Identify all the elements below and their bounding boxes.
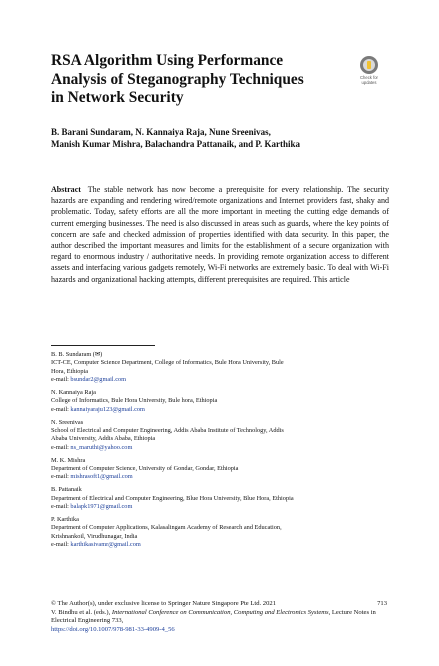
author-line: Manish Kumar Mishra, Balachandra Pattanaik, and P. Karthika: [51, 139, 301, 150]
check-for-updates-icon: [360, 56, 378, 74]
abstract-text: The stable network has now become a prerequisite for every relationship. The security hazards are expanding and rendering wired/remote organizations and Internet providers fast, shaky and problematic. Today, safety efforts are all the more important in meeting the cutting edge demands of current emerging businesses. The need is also discussed in areas such as guards, where the key points of concern are safe and checked admission of properties identified with data security. In this paper, the author described the important measures and limits for the establishment of a secure organization with regard to enormous industry / authoritative needs. In providing remote organization access to different assets and interfacing various gadgets remotely, Wi-Fi networks are extremely basic. To deal with Wi-Fi hazards and organizational hacking attempts, different prerequisites are required. This article: [51, 185, 389, 284]
affiliation-line: School of Electrical and Computer Engineering, Addis Ababa Institute of Technology, Addis: [51, 426, 284, 434]
affiliation-line: Ababa University, Addis Ababa, Ethiopia: [51, 435, 156, 443]
affiliations: [51, 351, 389, 554]
check-for-updates-badge[interactable]: [354, 56, 384, 90]
email-link[interactable]: bsundar2@gmail.com: [70, 375, 127, 383]
title-line: in Network Security: [51, 89, 184, 106]
affiliation-line: Krishnankoil, Virudhunagar, India: [51, 532, 138, 540]
abstract: [51, 184, 389, 285]
affiliation-block: [51, 351, 389, 384]
affiliation-block: [51, 389, 389, 414]
email-label: e-mail:: [51, 375, 71, 383]
abstract-label: Abstract: [51, 185, 81, 194]
footnote-divider: [51, 345, 155, 346]
email-link[interactable]: ns_maruthi@yahoo.com: [70, 443, 133, 451]
affiliation-block: [51, 486, 389, 511]
author-line: B. Barani Sundaram, N. Kannaiya Raja, Nune Sreenivas,: [51, 127, 271, 137]
affiliation-name: N. Sreenivas: [51, 418, 84, 426]
affiliation-line: ICT-CE, Computer Science Department, College of Informatics, Bule Hora University, Bule: [51, 359, 284, 367]
email-label: e-mail:: [51, 443, 71, 451]
affiliation-line: College of Informatics, Bule Hora University, Bule hora, Ethiopia: [51, 397, 218, 405]
email-link[interactable]: mishrasoft1@gmail.com: [70, 473, 133, 481]
affiliation-name: B. Pattanaik: [51, 486, 82, 494]
affiliation-name: M. K. Mishra: [51, 456, 86, 464]
doi-link[interactable]: https://doi.org/10.1007/978-981-33-4909-4_56: [51, 625, 175, 633]
email-label: e-mail:: [51, 405, 71, 413]
affiliation-line: Department of Computer Applications, Kalasalingam Academy of Research and Education,: [51, 524, 282, 532]
citation-editors: V. Bindhu et al. (eds.),: [51, 608, 112, 616]
email-link[interactable]: balapk1971@gmail.com: [70, 502, 133, 510]
affiliation-name: N. Kannaiya Raja: [51, 388, 96, 396]
affiliation-block: [51, 516, 389, 549]
copyright-notice: © The Author(s), under exclusive license to Springer Nature Singapore Pte Ltd. 2021: [51, 600, 276, 607]
citation: [51, 609, 389, 626]
email-link[interactable]: karthikasivamr@gmail.com: [70, 540, 141, 548]
badge-text-line: updates: [361, 79, 377, 85]
page-number: 713: [377, 600, 387, 607]
affiliation-name: B. B. Sundaram (✉): [51, 351, 103, 358]
author-list: [51, 126, 391, 150]
affiliation-block: [51, 457, 389, 482]
email-link[interactable]: kannaiyaraju123@gmail.com: [70, 405, 145, 413]
email-label: e-mail:: [51, 473, 71, 481]
page-footer: [51, 600, 389, 634]
conference-name: International Conference on Communication, Computing and Electronics Systems: [111, 608, 329, 616]
affiliation-line: Hora, Ethiopia: [51, 367, 89, 375]
affiliation-block: [51, 419, 389, 452]
email-label: e-mail:: [51, 502, 71, 510]
title-line: Analysis of Steganography Techniques: [51, 70, 304, 88]
title-line: RSA Algorithm Using Performance: [51, 52, 284, 69]
affiliation-line: Department of Computer Science, University of Gondar, Gondar, Ethiopia: [51, 464, 239, 472]
affiliation-line: Department of Electrical and Computer Engineering, Blue Hora University, Blue Hora, Ethiopia: [51, 494, 294, 502]
affiliation-name: P. Karthika: [51, 516, 79, 524]
badge-text-line: Check for: [360, 75, 378, 80]
email-label: e-mail:: [51, 540, 71, 548]
paper-title: [51, 52, 351, 108]
series-info: , Lecture Notes in Electrical Engineering 733,: [51, 608, 376, 625]
